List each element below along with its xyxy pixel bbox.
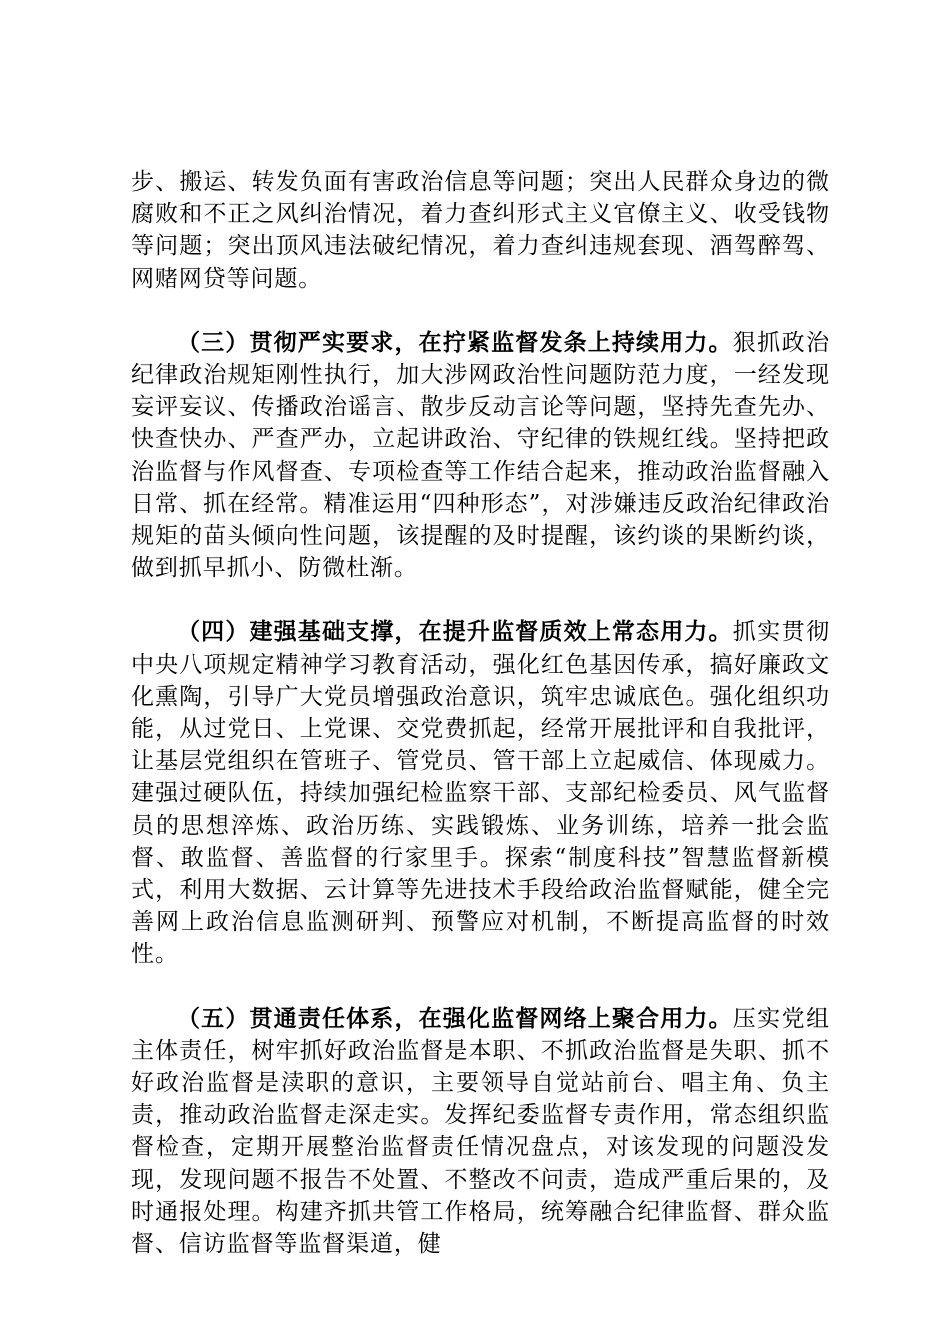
- paragraph-section-5: [131, 1003, 830, 1261]
- paragraph-section-3: [131, 327, 830, 585]
- section-heading: （三）贯彻严实要求，在拧紧监督发条上持续用力。: [177, 329, 733, 356]
- paragraph-body: 步、搬运、转发负面有害政治信息等问题；突出人民群众身边的微腐败和不正之风纠治情况，着力查纠形式主义官僚主义、收受钱物等问题；突出顶风违法破纪情况，着力查纠违规套现、酒驾醉驾、网赌网贷等问题。: [131, 169, 830, 292]
- paragraph-body: 压实党组主体责任，树牢抓好政治监督是本职、不抓政治监督是失职、抓不好政治监督是渎职的意识，主要领导自觉站前台、唱主角、负主责，推动政治监督走深走实。发挥纪委监督专责作用，常态组织监督检查，定期开展整治监督责任情况盘点，对该发现的问题没发现，发现问题不报告不处置、不整改不问责，造成严重后果的，及时通报处理。构建齐抓共管工作格局，统筹融合纪律监督、群众监督、信访监督等监督渠道，健: [131, 1005, 830, 1258]
- paragraph-continuation: [131, 166, 830, 295]
- paragraph-section-4: [131, 616, 830, 970]
- section-heading: （五）贯通责任体系，在强化监督网络上聚合用力。: [177, 1005, 733, 1032]
- section-heading: （四）建强基础支撑，在提升监督质效上常态用力。: [177, 619, 733, 646]
- paragraph-body: 狠抓政治纪律政治规矩刚性执行，加大涉网政治性问题防范力度，一经发现妄评妄议、传播政治谣言、散步反动言论等问题，坚持先查先办、快查快办、严查严办，立起讲政治、守纪律的铁规红线。坚持把政治监督与作风督查、专项检查等工作结合起来，推动政治监督融入日常、抓在经常。精准运用“四种形态”，对涉嫌违反政治纪律政治规矩的苗头倾向性问题，该提醒的及时提醒，该约谈的果断约谈，做到抓早抓小、防微杜渐。: [131, 329, 830, 582]
- paragraph-body: 抓实贯彻中央八项规定精神学习教育活动，强化红色基因传承，搞好廉政文化熏陶，引导广大党员增强政治意识，筑牢忠诚底色。强化组织功能，从过党日、上党课、交党费抓起，经常开展批评和自我批评，让基层党组织在管班子、管党员、管干部上立起威信、体现威力。建强过硬队伍，持续加强纪检监察干部、支部纪检委员、风气监督员的思想淬炼、政治历练、实践锻炼、业务训练，培养一批会监督、敢监督、善监督的行家里手。探索“制度科技”智慧监督新模式，利用大数据、云计算等先进技术手段给政治监督赋能，健全完善网上政治信息监测研判、预警应对机制，不断提高监督的时效性。: [131, 619, 830, 968]
- document-page: [131, 166, 830, 1292]
